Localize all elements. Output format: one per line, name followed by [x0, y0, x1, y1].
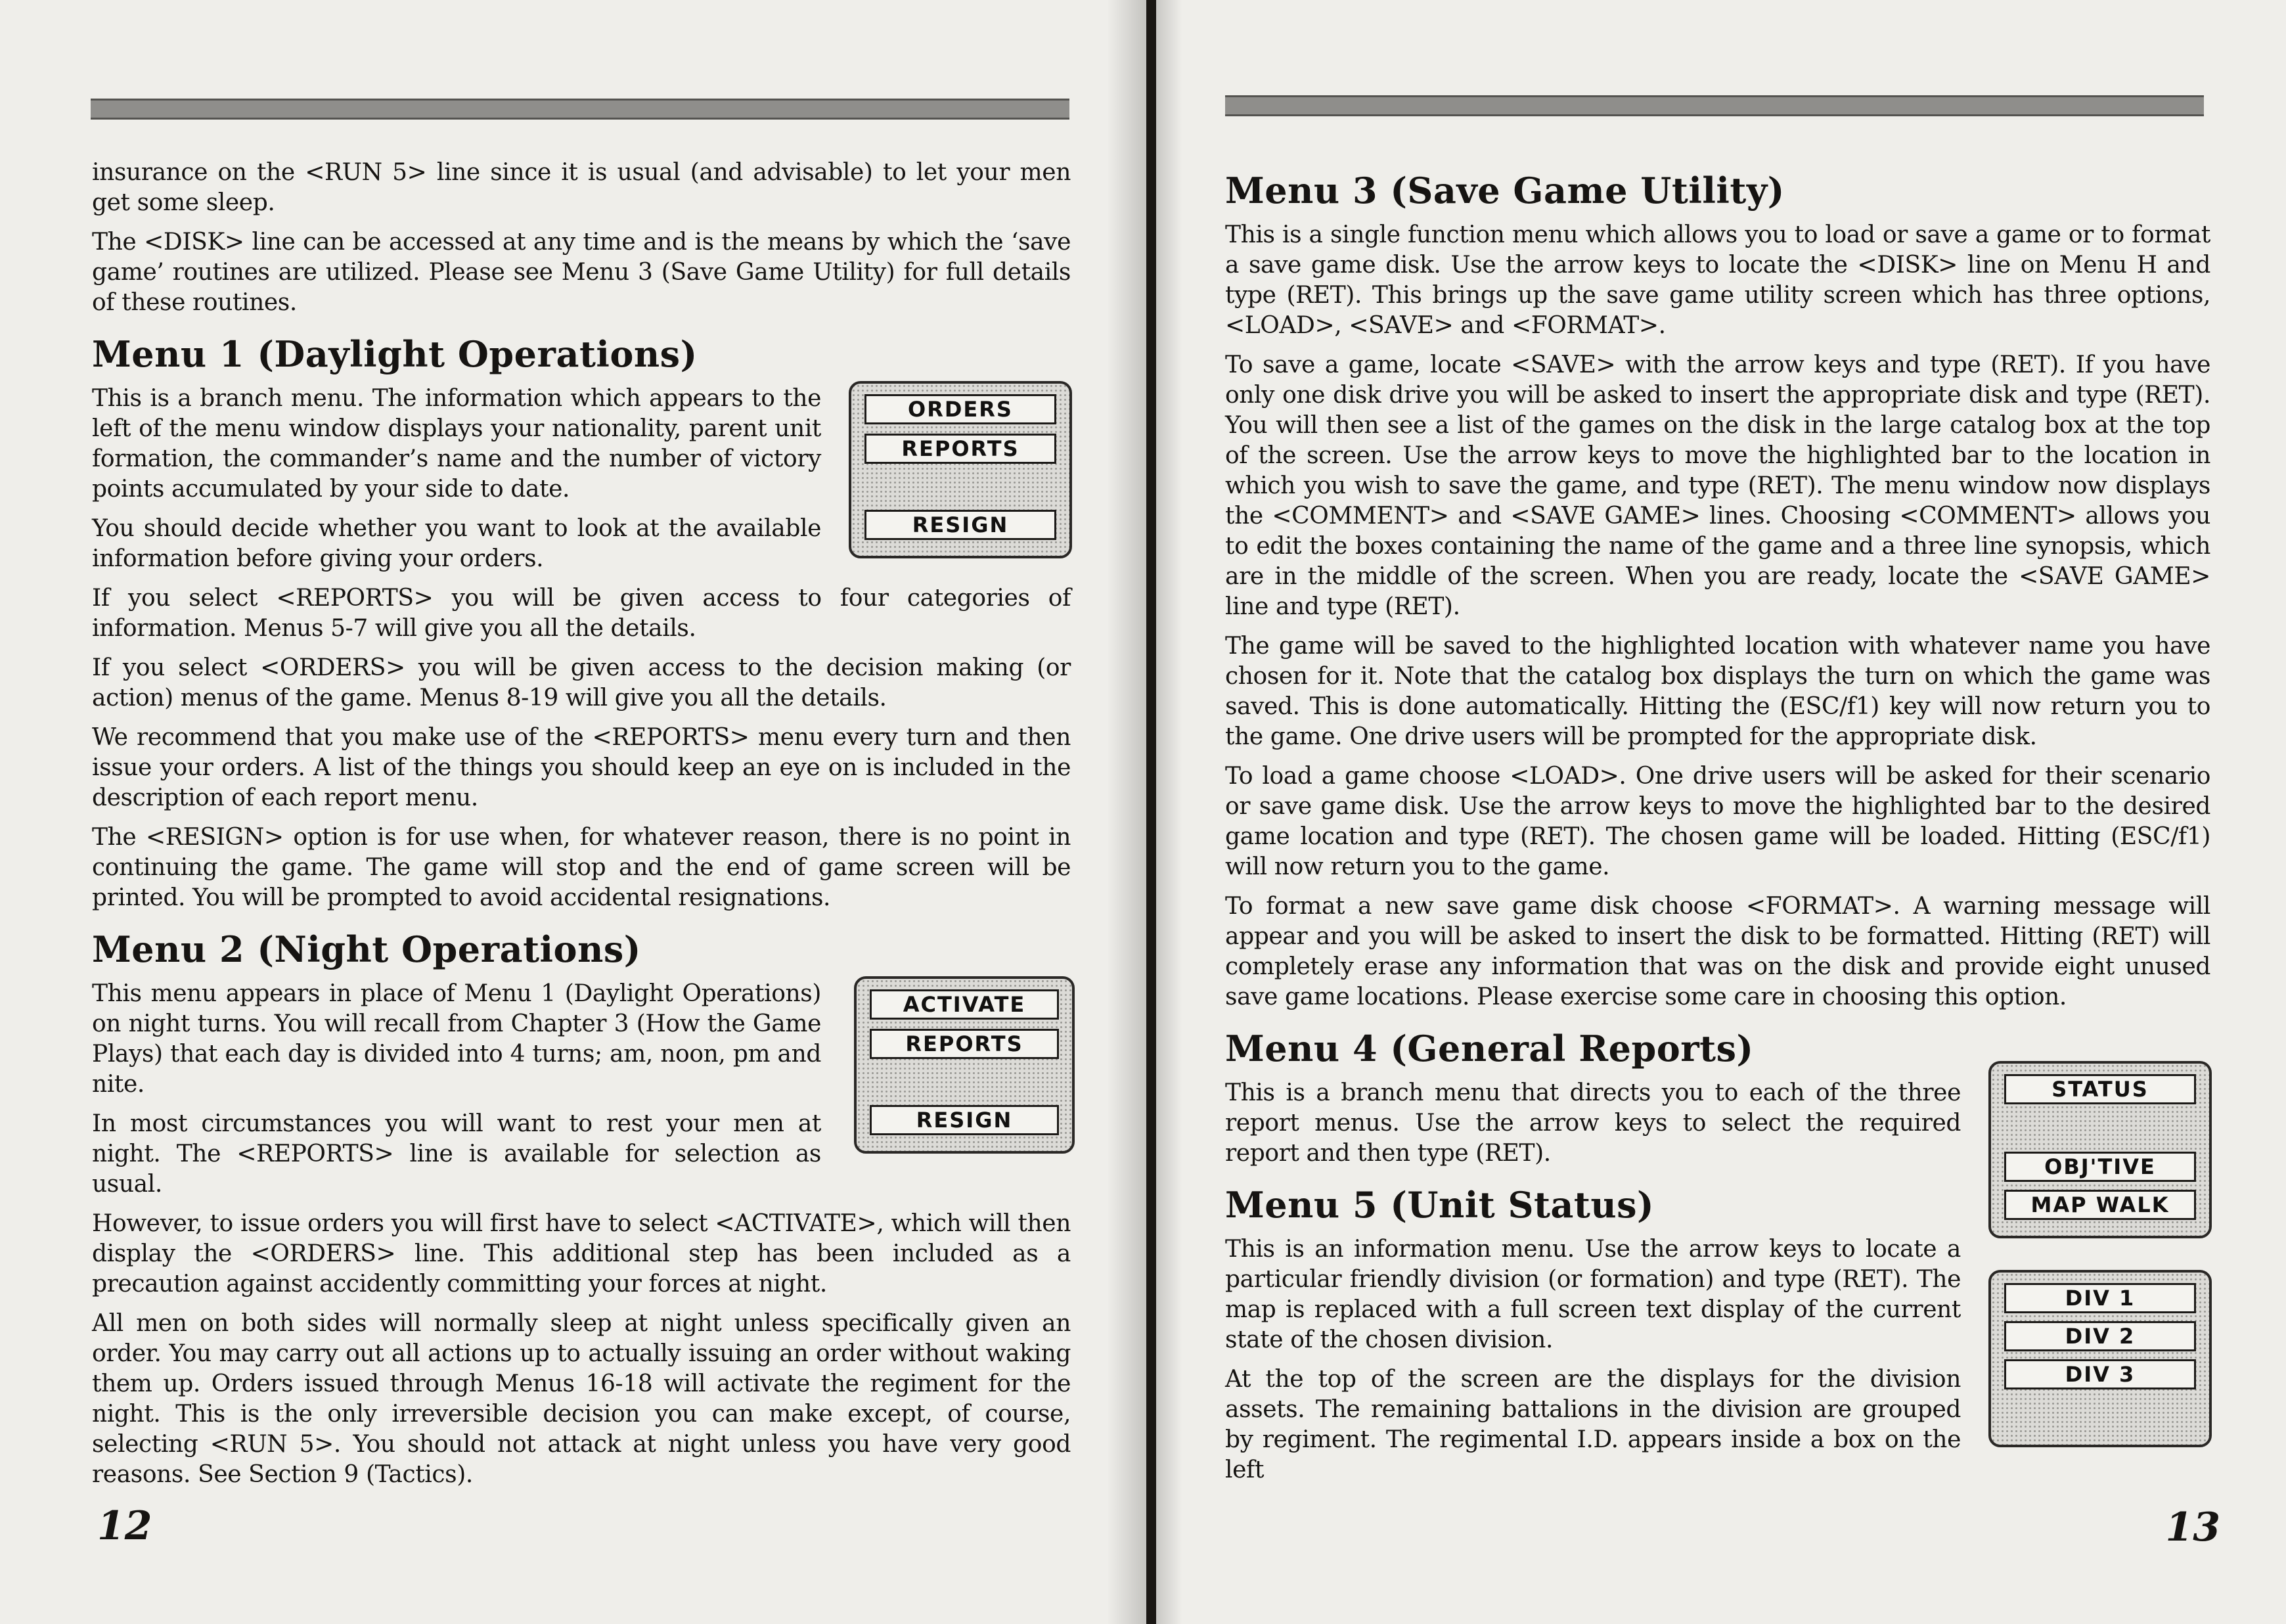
- orders-option[interactable]: ORDERS: [864, 394, 1056, 424]
- paragraph: If you select <REPORTS> you will be given access to four categories of information. Menus 5-7 will give you all the details.: [92, 585, 1071, 642]
- paragraph: To load a game choose <LOAD>. One drive users will be asked for their scenario or save game disk. Use the arrow keys to move the highlighted bar to the desired game location and type (RET). The chosen game will be loaded. Hitting (ESC/f1) will now return you to the game.: [1225, 763, 2210, 880]
- map-walk-option[interactable]: MAP WALK: [2004, 1190, 2196, 1220]
- paragraph: The game will be saved to the highlighted location with whatever name you have chosen for it. Note that the catalog box displays the turn on which the game was saved. This is done automatically. Hitting the (ESC/f1) key will now return you to the game. One drive users will be prompted for the appropriate disk.: [1225, 633, 2210, 750]
- menu5-heading: Menu 5 (Unit Status): [1225, 1184, 1655, 1226]
- div-2-option[interactable]: DIV 2: [2004, 1321, 2196, 1351]
- menu2-wrapped-text: [92, 979, 821, 1200]
- paragraph: insurance on the <RUN 5> line since it is usual (and advisable) to let your men get some sleep.: [92, 159, 1071, 216]
- paragraph: To save a game, locate <SAVE> with the arrow keys and type (RET). If you have only one disk drive you will be asked to insert the appropriate disk and type (RET). You will then see a list of the games on the disk in the large catalog box at the top of the screen. Use the arrow keys to move the highlighted bar to the location in which you wish to save the game, and type (RET). The menu window now displays the <COMMENT> and <SAVE GAME> lines. Choosing <COMMENT> allows you to edit the boxes containing the name of the game and a three line synopsis, which are in the middle of the screen. When you are ready, locate the <SAVE GAME> line and type (RET).: [1225, 351, 2210, 620]
- paragraph: The <DISK> line can be accessed at any time and is the means by which the ‘save game’ routines are utilized. Please see Menu 3 (Save Game Utility) for full details of these routines.: [92, 229, 1071, 316]
- paragraph: However, to issue orders you will first have to select <ACTIVATE>, which will then display the <ORDERS> line. This additional step has been included as a precaution against accidently committing your forces at night.: [92, 1210, 1071, 1297]
- menu3-heading: Menu 3 (Save Game Utility): [1225, 169, 1785, 212]
- reports-option[interactable]: REPORTS: [864, 434, 1056, 464]
- paragraph: At the top of the screen are the displays for the division assets. The remaining battalions in the division are grouped by regiment. The regimental I.D. appears inside a box on the left: [1225, 1366, 1961, 1483]
- resign-option[interactable]: RESIGN: [864, 510, 1056, 540]
- status-option[interactable]: STATUS: [2004, 1074, 2196, 1104]
- paragraph: The <RESIGN> option is for use when, for whatever reason, there is no point in continuing the game. The game will stop and the end of game screen will be printed. You will be prompted to avoid accidental resignations.: [92, 824, 1071, 911]
- activate-option[interactable]: ACTIVATE: [870, 989, 1059, 1020]
- menu1-wrapped-text: [92, 384, 821, 574]
- paragraph: You should decide whether you want to look at the available information before giving your orders.: [92, 515, 821, 572]
- right-column: [1225, 154, 2210, 1495]
- paragraph: We recommend that you make use of the <REPORTS> menu every turn and then issue your orders. A list of the things you should keep an eye on is included in the description of each report menu.: [92, 724, 1071, 811]
- objective-option[interactable]: OBJ'TIVE: [2004, 1152, 2196, 1182]
- paragraph: All men on both sides will normally sleep at night unless specifically given an order. You may carry out all actions up to actually issuing an order without waking them up. Orders issued through Menus 16-18 will activate the regiment for the night. This is the only irreversible decision you can make except, of course, selecting <RUN 5>. You should not attack at night unless you have very good reasons. See Section 9 (Tactics).: [92, 1310, 1071, 1488]
- menu2-section: [92, 979, 1071, 1200]
- paragraph: To format a new save game disk choose <FORMAT>. A warning message will appear and you will be asked to insert the disk to be formatted. Hitting (RET) will completely erase any information that was on the disk and provide eight unused save game locations. Please exercise some care in choosing this option.: [1225, 893, 2210, 1010]
- page-number: 12: [97, 1503, 152, 1549]
- paragraph: In most circumstances you will want to rest your men at night. The <REPORTS> line is available for selection as usual.: [92, 1110, 821, 1198]
- paragraph: This is a single function menu which allows you to load or save a game or to format a save game disk. Use the arrow keys to locate the <DISK> line on Menu H and type (RET). This brings up the save game utility screen which has three options, <LOAD>, <SAVE> and <FORMAT>.: [1225, 221, 2210, 339]
- menu4-heading: Menu 4 (General Reports): [1225, 1027, 1754, 1070]
- right-page: [1156, 0, 2286, 1624]
- menu4-window: [1988, 1061, 2212, 1238]
- div-1-option[interactable]: DIV 1: [2004, 1283, 2196, 1313]
- menu4-section: [1225, 1027, 2210, 1485]
- menu4-wrapped-text: [1225, 1027, 1961, 1485]
- div-3-option[interactable]: DIV 3: [2004, 1359, 2196, 1389]
- menu2-window: [854, 976, 1075, 1154]
- menu2-heading: Menu 2 (Night Operations): [92, 928, 641, 970]
- menu1-section: [92, 384, 1071, 574]
- menu5-window: [1988, 1270, 2212, 1447]
- page-number: 13: [2165, 1504, 2220, 1550]
- header-rule: [91, 99, 1069, 120]
- gutter-shadow: [1156, 0, 1182, 1624]
- gutter-shadow: [1107, 0, 1146, 1624]
- left-column: [92, 158, 1071, 1499]
- header-rule: [1225, 95, 2204, 116]
- paragraph: If you select <ORDERS> you will be given access to the decision making (or action) menus of the game. Menus 8-19 will give you all the details.: [92, 654, 1071, 711]
- menu1-heading: Menu 1 (Daylight Operations): [92, 333, 698, 375]
- paragraph: This is a branch menu. The information which appears to the left of the menu window displays your nationality, parent unit formation, the commander’s name and the number of victory points accumulated by your side to date.: [92, 385, 821, 503]
- paragraph: This menu appears in place of Menu 1 (Daylight Operations) on night turns. You will recall from Chapter 3 (How the Game Plays) that each day is divided into 4 turns; am, noon, pm and nite.: [92, 980, 821, 1098]
- resign-option[interactable]: RESIGN: [870, 1105, 1059, 1135]
- paragraph: This is an information menu. Use the arrow keys to locate a particular friendly division (or formation) and type (RET). The map is replaced with a full screen text display of the current state of the chosen division.: [1225, 1236, 1961, 1353]
- paragraph: This is a branch menu that directs you to each of the three report menus. Use the arrow keys to select the required report and then type (RET).: [1225, 1079, 1961, 1167]
- menu1-window: [849, 381, 1072, 558]
- reports-option[interactable]: REPORTS: [870, 1029, 1059, 1059]
